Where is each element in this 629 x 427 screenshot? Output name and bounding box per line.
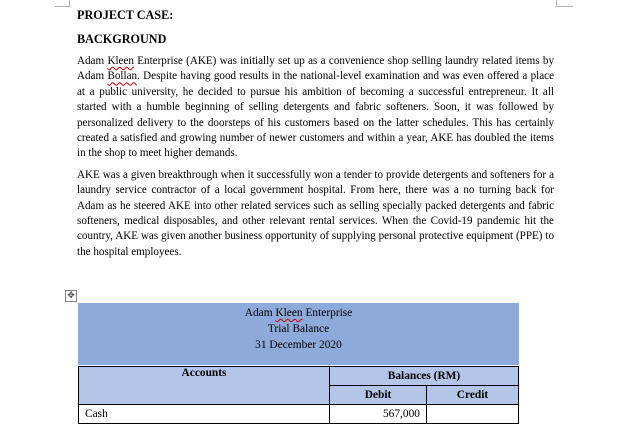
spellcheck-word[interactable]: Kleen xyxy=(275,307,303,319)
company-name: Adam Kleen Enterprise xyxy=(244,307,353,319)
heading-project-case: PROJECT CASE: xyxy=(77,8,174,22)
statement-date: 31 December 2020 xyxy=(255,339,342,351)
col-accounts-header: Accounts xyxy=(79,367,330,405)
table-row xyxy=(79,405,519,424)
page-corner-mark-right xyxy=(556,0,573,7)
debit-cell: 567,000 xyxy=(330,405,427,424)
trial-balance-table xyxy=(78,366,519,424)
spellcheck-word[interactable]: Kleen xyxy=(107,55,134,67)
col-credit-header: Credit xyxy=(427,386,519,405)
paragraph-2: AKE was a given breakthrough when it successfully won a tender to provide detergents and softeners for a laundry service contractor of a local government hospital. From here, there was a no turning back for Adam as he steered AKE into other related services such as selling specially packed detergents and fabric softeners, medical disposables, and other relevant rental services. When the Covid-19 pandemic hit the country, AKE was given another business opportunity of supplying personal protective equipment (PPE) to the hospital employees. xyxy=(77,168,554,258)
page-corner-mark-left xyxy=(55,0,70,7)
credit-cell xyxy=(427,405,519,424)
account-cell: Cash xyxy=(79,405,330,424)
spellcheck-word[interactable]: Bollan xyxy=(107,70,138,83)
trial-balance-header xyxy=(78,303,519,365)
paragraph-1: Adam Kleen Enterprise (AKE) was initially set up as a convenience shop selling laundry related items by Adam Bollan. Despite having good results in the national-level examination and was even offered a place at a public university, he decided to pursue his ambition of becoming a successful entrepreneur. It all started with a humble beginning of selling detergents and fabric softeners. Soon, it was followed by personalized delivery to the doorsteps of his customers based on the latter schedules. This has certainly created a satisfied and growing number of newer customers and within a year, AKE has doubled the items in the shop to meet higher demands. xyxy=(77,55,555,160)
heading-background: BACKGROUND xyxy=(77,32,167,46)
statement-title: Trial Balance xyxy=(267,323,330,335)
document-body xyxy=(77,8,554,266)
col-debit-header: Debit xyxy=(330,386,427,405)
table-move-handle-icon[interactable]: ✥ xyxy=(65,290,77,302)
col-balances-header: Balances (RM) xyxy=(330,367,519,386)
